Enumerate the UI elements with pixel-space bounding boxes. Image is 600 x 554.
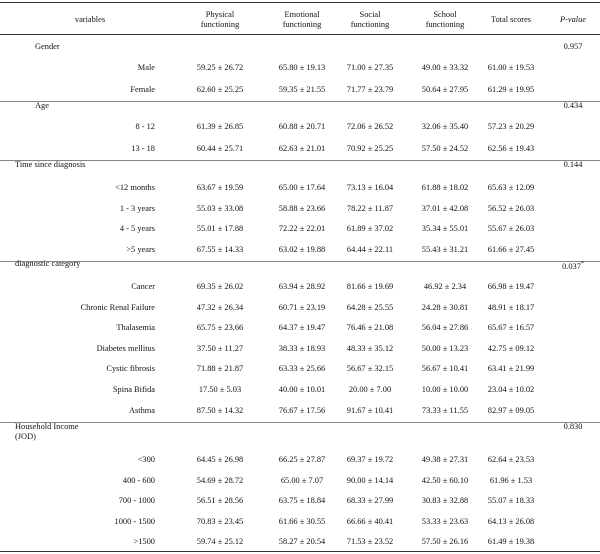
table-cell: 10.00 ± 10.00 bbox=[421, 385, 469, 394]
table-cell: 81.66 ± 19.69 bbox=[346, 282, 394, 291]
table-cell: 61.29 ± 19.95 bbox=[487, 85, 535, 94]
row-label: >5 years bbox=[126, 244, 155, 254]
row-label: 1000 - 1500 bbox=[114, 516, 155, 526]
p-value-text: 0.957 bbox=[563, 42, 583, 51]
table-top-rule bbox=[0, 2, 600, 3]
table-cell: 87.50 ± 14.32 bbox=[196, 405, 244, 415]
table-cell: 58.88 ± 23.66 bbox=[278, 203, 326, 213]
group-p-value bbox=[548, 422, 598, 432]
table-cell: 64.13 ± 26.08 bbox=[487, 516, 535, 526]
table-cell: 71.53 ± 23.52 bbox=[346, 537, 394, 547]
table-cell: 49.00 ± 33.32 bbox=[421, 63, 469, 72]
table-cell: 55.43 ± 31.21 bbox=[421, 244, 469, 254]
row-label: Asthma bbox=[128, 405, 155, 415]
significance-marker: * bbox=[580, 261, 584, 267]
group-p-value bbox=[548, 42, 598, 52]
table-cell: 78.22 ± 11.87 bbox=[346, 203, 394, 213]
table-cell: 65.00 ± 7.07 bbox=[280, 475, 324, 485]
table-cell: 62.56 ± 19.43 bbox=[487, 144, 535, 153]
table-cell: 66.98 ± 19.47 bbox=[487, 282, 535, 291]
table-cell: 24.28 ± 30.81 bbox=[421, 302, 469, 312]
table-cell: 37.50 ± 11.27 bbox=[196, 343, 244, 353]
table-cell: 64.45 ± 26.98 bbox=[196, 455, 244, 464]
table-cell: 65.75 ± 23.66 bbox=[196, 323, 244, 333]
table-cell: 72.06 ± 26.52 bbox=[346, 122, 394, 131]
table-cell: 63.41 ± 21.99 bbox=[487, 364, 535, 374]
group-label: Time since diagnosis bbox=[15, 160, 86, 169]
row-label: <300 bbox=[137, 455, 155, 464]
row-label: 700 - 1000 bbox=[118, 496, 155, 506]
table-cell: 65.63 ± 12.09 bbox=[487, 183, 535, 192]
table-cell: 30.83 ± 32.88 bbox=[421, 496, 469, 506]
table-cell: 23.04 ± 10.02 bbox=[487, 385, 535, 394]
table-cell: 70.83 ± 23.45 bbox=[196, 516, 244, 526]
table-cell: 73.33 ± 11.55 bbox=[421, 405, 469, 415]
table-cell: 48.33 ± 35.12 bbox=[346, 343, 394, 353]
header-physical: Physical functioning bbox=[200, 10, 240, 29]
table-cell: 64.44 ± 22.11 bbox=[346, 244, 394, 254]
table-cell: 82.97 ± 09.05 bbox=[487, 405, 535, 415]
p-value-text: 0.144 bbox=[563, 160, 583, 169]
table-bottom-rule bbox=[0, 551, 600, 552]
table-cell: 62.60 ± 25.25 bbox=[196, 85, 244, 94]
table-cell: 76.67 ± 17.56 bbox=[278, 405, 326, 415]
p-value-text: 0.830 bbox=[563, 422, 583, 431]
row-label: 1 - 3 years bbox=[119, 203, 155, 213]
table-cell: 55.07 ± 18.33 bbox=[487, 496, 535, 506]
group-label: Age bbox=[35, 101, 49, 110]
table-cell: 20.00 ± 7.00 bbox=[348, 385, 392, 394]
table-cell: 71.00 ± 27.35 bbox=[346, 63, 394, 72]
table-cell: 59.25 ± 26.72 bbox=[196, 63, 244, 72]
table-cell: 72.22 ± 22.01 bbox=[278, 224, 326, 233]
group-label: Household Income (JOD) bbox=[15, 422, 79, 441]
table-cell: 65.67 ± 16.57 bbox=[487, 323, 535, 333]
group-label: Gender bbox=[35, 42, 60, 51]
table-cell: 61.66 ± 27.45 bbox=[487, 244, 535, 254]
table-cell: 62.64 ± 23.53 bbox=[487, 455, 535, 464]
header-rule bbox=[0, 34, 600, 35]
table-cell: 42.75 ± 09.12 bbox=[487, 343, 535, 353]
row-label: Female bbox=[130, 85, 155, 94]
table-cell: 71.77 ± 23.79 bbox=[346, 85, 394, 94]
row-label: Cystic fibrosis bbox=[106, 364, 155, 374]
group-p-value bbox=[548, 259, 598, 272]
table-cell: 69.35 ± 26.02 bbox=[196, 282, 244, 291]
table-cell: 73.13 ± 16.04 bbox=[346, 183, 394, 192]
table-cell: 54.69 ± 28.72 bbox=[196, 475, 244, 485]
table-cell: 57.50 ± 26.16 bbox=[421, 537, 469, 547]
table-cell: 63.33 ± 25.66 bbox=[278, 364, 326, 374]
table-cell: 50.00 ± 13.23 bbox=[421, 343, 469, 353]
group-p-value bbox=[548, 101, 598, 111]
table-cell: 63.94 ± 28.92 bbox=[278, 282, 326, 291]
table-cell: 56.51 ± 28.56 bbox=[196, 496, 244, 506]
p-value-text: 0.037 bbox=[562, 261, 581, 271]
row-label: Thalasemia bbox=[116, 323, 155, 333]
row-label: Diabetes mellitus bbox=[96, 343, 155, 353]
header-total: Total scores bbox=[490, 15, 532, 24]
table-cell: 63.02 ± 19.88 bbox=[278, 244, 326, 254]
header-emotional: Emotional functioning bbox=[282, 10, 322, 29]
table-cell: 64.28 ± 25.55 bbox=[346, 302, 394, 312]
table-cell: 60.44 ± 25.71 bbox=[196, 144, 244, 153]
row-label: 4 - 5 years bbox=[119, 224, 155, 233]
table-cell: 48.91 ± 18.17 bbox=[487, 302, 535, 312]
table-cell: 55.03 ± 33.08 bbox=[196, 203, 244, 213]
row-label: Chronic Renal Failure bbox=[80, 302, 155, 312]
table-cell: 40.00 ± 10.01 bbox=[278, 385, 326, 394]
row-label: 13 - 18 bbox=[131, 144, 155, 153]
row-label: Male bbox=[137, 63, 155, 72]
table-cell: 53.33 ± 23.63 bbox=[421, 516, 469, 526]
table-cell: 71.88 ± 21.87 bbox=[196, 364, 244, 374]
table-cell: 59.35 ± 21.55 bbox=[278, 85, 326, 94]
header-social: Social functioning bbox=[350, 10, 390, 29]
table-cell: 61.89 ± 37.02 bbox=[346, 224, 394, 233]
table-cell: 91.67 ± 10.41 bbox=[346, 405, 394, 415]
table-cell: 32.06 ± 35.40 bbox=[421, 122, 469, 131]
table-cell: 17.50 ± 5.03 bbox=[198, 385, 242, 394]
table-cell: 58.27 ± 20.54 bbox=[278, 537, 326, 547]
table-cell: 61.49 ± 19.38 bbox=[487, 537, 535, 547]
table-cell: 37.01 ± 42.08 bbox=[421, 203, 469, 213]
table-cell: 46.92 ± 2.34 bbox=[423, 282, 467, 291]
table-cell: 60.88 ± 20.71 bbox=[278, 122, 326, 131]
table-cell: 56.52 ± 26.03 bbox=[487, 203, 535, 213]
table-cell: 61.88 ± 18.02 bbox=[421, 183, 469, 192]
row-label: 8 - 12 bbox=[135, 122, 155, 131]
table-cell: 55.67 ± 26.03 bbox=[487, 224, 535, 233]
table-cell: 49.38 ± 27.31 bbox=[421, 455, 469, 464]
table-cell: 61.39 ± 26.85 bbox=[196, 122, 244, 131]
table-cell: 65.00 ± 17.64 bbox=[278, 183, 326, 192]
table-cell: 67.55 ± 14.33 bbox=[196, 244, 244, 254]
table-cell: 38.33 ± 18.93 bbox=[278, 343, 326, 353]
row-label: 400 - 600 bbox=[122, 475, 155, 485]
table-cell: 59.74 ± 25.12 bbox=[196, 537, 244, 547]
table-cell: 56.04 ± 27.86 bbox=[421, 323, 469, 333]
table-cell: 55.01 ± 17.88 bbox=[196, 224, 244, 233]
table-cell: 62.63 ± 21.01 bbox=[278, 144, 326, 153]
table-cell: 70.92 ± 25.25 bbox=[346, 144, 394, 153]
table-cell: 61.66 ± 30.55 bbox=[278, 516, 326, 526]
header-pvalue: P-value bbox=[559, 15, 587, 24]
table-cell: 63.75 ± 18.84 bbox=[278, 496, 326, 506]
row-label: Spina Bifida bbox=[112, 385, 155, 394]
table-cell: 61.00 ± 19.53 bbox=[487, 63, 535, 72]
table-cell: 65.80 ± 19.13 bbox=[278, 63, 326, 72]
table-cell: 69.37 ± 19.72 bbox=[346, 455, 394, 464]
row-label: <12 months bbox=[115, 183, 155, 192]
table-cell: 68.33 ± 27.99 bbox=[346, 496, 394, 506]
table-cell: 61.96 ± 1.53 bbox=[489, 475, 533, 485]
table-cell: 66.25 ± 27.87 bbox=[278, 455, 326, 464]
table-cell: 90.00 ± 14.14 bbox=[346, 475, 394, 485]
row-label: Cancer bbox=[131, 282, 155, 291]
header-variables: variables bbox=[74, 15, 106, 24]
table-cell: 64.37 ± 19.47 bbox=[278, 323, 326, 333]
table-cell: 57.23 ± 20.29 bbox=[487, 122, 535, 131]
table-cell: 76.46 ± 21.08 bbox=[346, 323, 394, 333]
p-value-text: 0.434 bbox=[563, 101, 583, 110]
table-cell: 63.67 ± 19.59 bbox=[196, 183, 244, 192]
table-cell: 56.67 ± 10.41 bbox=[421, 364, 469, 374]
table-cell: 50.64 ± 27.95 bbox=[421, 85, 469, 94]
group-p-value bbox=[548, 160, 598, 170]
row-label: >1500 bbox=[133, 537, 155, 547]
table-cell: 35.34 ± 55.01 bbox=[421, 224, 469, 233]
header-school: School functioning bbox=[425, 10, 465, 29]
table-cell: 42.50 ± 60.10 bbox=[421, 475, 469, 485]
table-cell: 56.67 ± 32.15 bbox=[346, 364, 394, 374]
table-cell: 47.32 ± 26.34 bbox=[196, 302, 244, 312]
table-cell: 60.71 ± 23.19 bbox=[278, 302, 326, 312]
group-label: diagnostic category bbox=[15, 259, 81, 268]
table-cell: 57.50 ± 24.52 bbox=[421, 144, 469, 153]
table-cell: 66.66 ± 40.41 bbox=[346, 516, 394, 526]
